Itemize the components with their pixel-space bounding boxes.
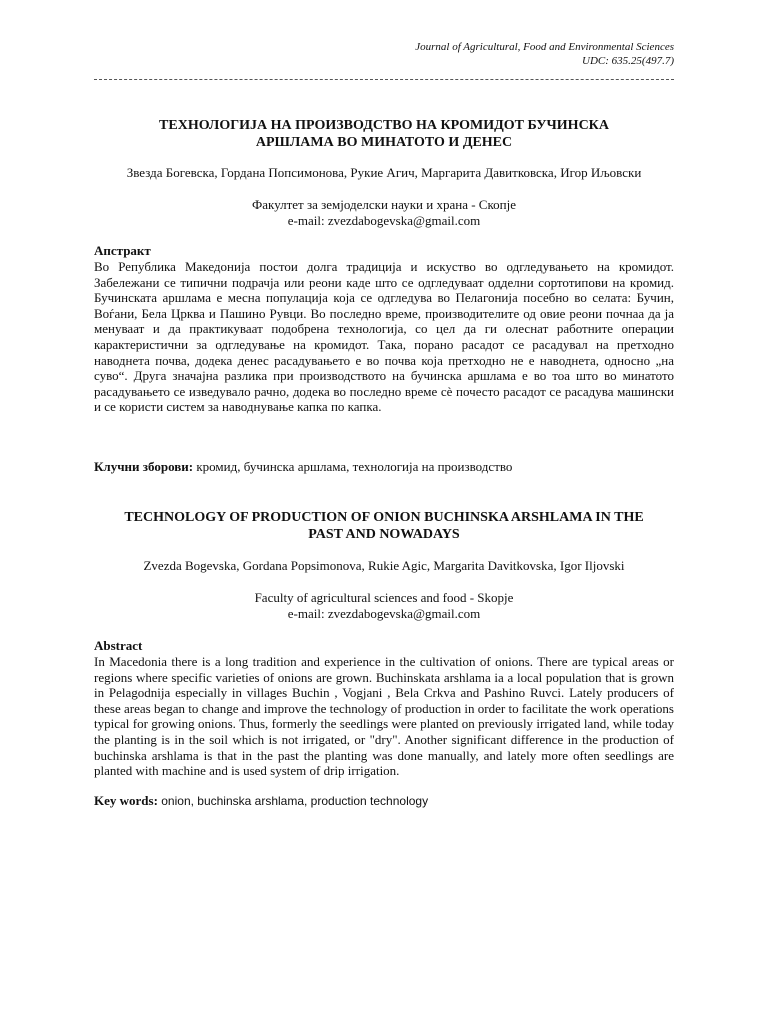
header-divider xyxy=(94,79,674,80)
en-affiliation-block xyxy=(94,590,674,622)
mk-keywords xyxy=(94,459,674,475)
en-affiliation: Faculty of agricultural sciences and food - Skopje xyxy=(254,590,514,605)
en-keywords-label: Key words: xyxy=(94,793,158,808)
en-keywords-text: onion, buchinska arshlama, production technology xyxy=(157,794,429,808)
mk-authors: Звезда Богевска, Гордана Попсимонова, Рукие Агич, Маргарита Давитковска, Игор Иљовски xyxy=(126,165,642,180)
mk-keywords-text: кромид, бучинска аршлама, технологија на производство xyxy=(193,459,513,474)
en-email: e-mail: zvezdabogevska@gmail.com xyxy=(287,606,481,621)
udc-code: UDC: 635.25(497.7) xyxy=(582,55,674,67)
en-abstract-heading: Abstract xyxy=(94,638,143,653)
mk-keywords-label: Клучни зборови: xyxy=(94,459,194,474)
en-abstract-text: In Macedonia there is a long tradition and experience in the cultivation of onions. There are typical areas or regions where specific varieties of onions are grown. Buchinskata arshlama ia a local population that is grown in Pelagodnija especially in villages Buchin , Vogjani , Bela Crkva and Pashino Ruvci. Lately producers of these areas began to change and improve the technology of production in order to facilitate the work operations typical for growing onions. Thus, formerly the seedlings were planted on previously irrigated land, while today the planting is in the soil which is not irrigated, or "dry". Another significant difference in the production of buchinska arshlama is that in the past the planting was done manually, and lately more often seedlings are planted with machine and is used system of drip irrigation. xyxy=(94,654,674,779)
mk-affiliation-block xyxy=(94,197,674,229)
mk-title-line1: ТЕХНОЛОГИЈА НА ПРОИЗВОДСТВО НА КРОМИДОТ БУЧИНСКА xyxy=(159,118,609,133)
mk-title xyxy=(94,117,674,151)
en-keywords xyxy=(94,793,674,809)
mk-abstract-heading: Апстракт xyxy=(94,243,151,258)
en-title-line2: PAST AND NOWADAYS xyxy=(308,527,460,542)
mk-title-line2: АРШЛАМА ВО МИНАТОТО И ДЕНЕС xyxy=(255,135,513,150)
journal-header xyxy=(94,40,674,68)
journal-name: Journal of Agricultural, Food and Environmental Sciences xyxy=(415,41,674,53)
mk-email: e-mail: zvezdabogevska@gmail.com xyxy=(287,213,481,228)
en-authors: Zvezda Bogevska, Gordana Popsimonova, Rukie Agic, Margarita Davitkovska, Igor Iljovski xyxy=(143,558,625,573)
mk-abstract-text: Во Република Македонија постои долга традиција и искуство во одгледувањето на кромидот. Забележани се типични подрачја или реони каде што се одгледуваат одделни сортотипови на кромид. Бучинската аршлама е месна популација која се одгледува во Пелагонија посебно во селата: Бучин, Воѓани, Бела Црква и Пашино Рувци. Во последно време, производителите од овие реони почнаа да ја менуваат и да практикуваат подобрена технологија, со цел да ги олеснат работните операции карактеристични за одгледување на кромидот. Така, порано расадот се расадувал на претходно наводнета почва, додека денес расадувањето е во почва која претходно не е наводнета, односно „на суво“. Друга значајна разлика при производството на бучинска аршлама е во тоа што во минатото расадувањето се изведувало рачно, додека во последно време сè почесто расадот се расадува машински и се користи систем за наводнување капка по капка. xyxy=(94,259,674,415)
en-title xyxy=(94,509,674,543)
en-title-line1: TECHNOLOGY OF PRODUCTION OF ONION BUCHINSKA ARSHLAMA IN THE xyxy=(124,510,644,525)
mk-affiliation: Факултет за земјоделски науки и храна - Скопје xyxy=(252,197,516,212)
